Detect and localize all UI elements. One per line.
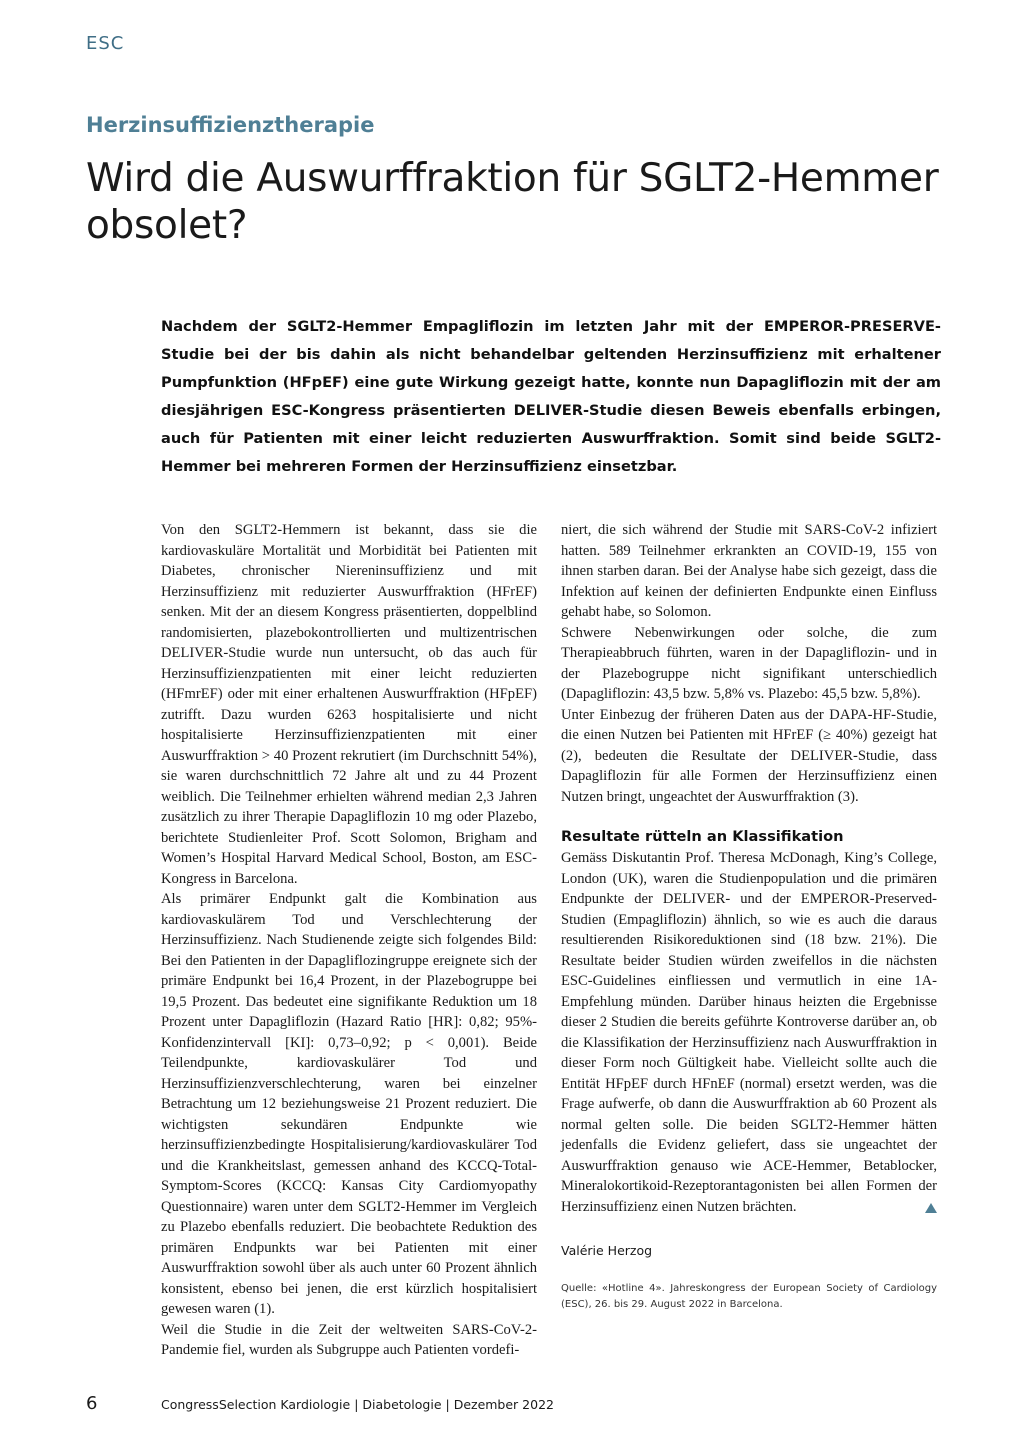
page-number: 6 <box>86 1393 98 1414</box>
source-note: Quelle: «Hotline 4». Jahreskongress der European Society of Cardiology (ESC), 26. bis 29. August 2022 in Barcelona. <box>561 1282 937 1310</box>
body-paragraph: Unter Einbezug der früheren Daten aus der DAPA-HF-Studie, die einen Nutzen bei Patienten mit HFrEF (≥ 40%) gezeigt hat (2), bedeuten die Resultate der DELIVER-Studie, dass Dapagliflozin für alle Formen der Herzinsuffizienz einen Nutzen bringt, ungeachtet der Auswurffraktion (3). <box>561 706 937 805</box>
body-paragraph-final <box>561 848 937 1217</box>
article-kicker: Herzinsuffizienztherapie <box>86 113 375 137</box>
body-paragraph: Als primärer Endpunkt galt die Kombination aus kardiovaskulärem Tod und Verschlechterung der Herzinsuffizienz. Nach Studienende zeigte sich folgendes Bild: Bei den Patienten in der Dapagliflozingruppe ereignete sich der primäre Endpunkt bei 16,4 Prozent, in der Plazebogruppe bei 19,5 Prozent. Das bedeutet eine signifikante Reduktion um 18 Prozent unter Dapagliflozin (Hazard Ratio [HR]: 0,82; 95%-Konfidenzintervall [KI]: 0,73–0,92; p < 0,001). Beide Teilendpunkte, kardiovaskulärer Tod und Herzinsuffizienzverschlechterung, waren bei einzelner Betrachtung um 12 beziehungsweise 21 Prozent reduziert. Die wichtigsten sekundären Endpunkte wie herzinsuffizienzbedingte Hospitalisierung/kardiovaskulärer Tod und die Krankheitslast, gemessen anhand des KCCQ-Total-Symptom-Scores (KCCQ: Kansas City Cardiomyopathy Questionnaire) waren unter dem SGLT2-Hemmer im Vergleich zu Plazebo ebenfalls reduziert. Die beobachtete Reduktion des primären Endpunkts war bei Patienten mit einer Auswurffraktion sowohl über als auch unter 60 Prozent ähnlich konsistent, ebenso bei jenen, die erst kürzlich hospitalisiert gewesen waren (1). <box>161 891 537 1317</box>
body-paragraph: Weil die Studie in die Zeit der weltweiten SARS-CoV-2-Pandemie fiel, wurden als Subgruppe auch Patienten vordefi- <box>161 1321 537 1358</box>
left-column <box>161 520 537 1361</box>
article-title: Wird die Auswurffraktion für SGLT2-Hemmer obsolet? <box>86 156 939 248</box>
body-paragraph: Von den SGLT2-Hemmern ist bekannt, dass sie die kardiovaskuläre Mortalität und Morbidität bei Patienten mit Diabetes, chronischer Niereninsuffizienz und mit Herzinsuffizienz mit reduzierter Auswurffraktion (HFrEF) senken. Mit der an diesem Kongress präsentierten, doppelblind randomisierten, plazebokontrollierten und multizentrischen DELIVER-Studie wurde nun untersucht, ob das auch für Herzinsuffizienzpatienten mit einer leicht reduzierten (HFmrEF) oder mit einer erhaltenen Auswurffraktion (HFpEF) zutrifft. Dazu wurden 6263 hospitalisierte und nicht hospitalisierte Herzinsuffizienzpatienten mit einer Auswurffraktion > 40 Prozent rekrutiert (im Durchschnitt 54%), sie waren durchschnittlich 72 Jahre alt und zu 44 Prozent weiblich. Die Teilnehmer erhielten während median 2,3 Jahren zusätzlich zu ihrer Therapie Dapagliflozin 10 mg oder Plazebo, berichtete Studienleiter Prof. Scott Solomon, Brigham and Women’s Hospital Harvard Medical School, Boston, am ESC-Kongress in Barcelona. <box>161 522 537 887</box>
section-tag: ESC <box>86 33 125 54</box>
author-name: Valérie Herzog <box>561 1243 653 1258</box>
body-paragraph: niert, die sich während der Studie mit SARS-CoV-2 infiziert hatten. 589 Teilnehmer erkrankten an COVID-19, 155 von ihnen starben daran. Bei der Analyse habe sich gezeigt, dass die Infektion auf keinen der definierten Endpunkte einen Einfluss gehabt habe, so Solomon. <box>561 522 937 620</box>
section-subheading: Resultate rütteln an Klassifikation <box>561 828 844 845</box>
final-paragraph-text: Gemäss Diskutantin Prof. Theresa McDonagh, King’s College, London (UK), waren die Studienpopulation und die primären Endpunkte der DELIVER- und der EMPEROR-Preserved-Studien (Empagliflozin) ähnlich, so wie es auch die daraus resultierenden Risikoreduktionen sind (18 bzw. 21%). Die Resultate beider Studien würden zweifellos in die nächsten ESC-Guidelines einfliessen und vermutlich in eine 1A-Empfehlung münden. Darüber hinaus heizten die Ergebnisse dieser 2 Studien die bereits geführte Kontroverse darüber an, ob die Klassifikation der Herzinsuffizienz nach Auswurffraktion in dieser Form noch Gültigkeit habe. Vielleicht sollte auch die Entität HFpEF durch HFnEF (normal) ersetzt werden, was die Frage aufwerfe, ob dann die Auswurffraktion ab 60 Prozent als normal gelten solle. Die beiden SGLT2-Hemmer hätten jedenfalls die Evidenz geliefert, dass sie ungeachtet der Auswurffraktion genauso wie ACE-Hemmer, Betablocker, Mineralokortikoid-Rezeptorantagonisten bei allen Formen der Herzinsuffizienz einen Nutzen brächten. <box>561 850 937 1215</box>
article-lead: Nachdem der SGLT2-Hemmer Empagliflozin im letzten Jahr mit der EMPEROR-PRESERVE-Studie bei der bis dahin als nicht behandelbar geltenden Herzinsuffizienz mit erhaltener Pumpfunktion (HFpEF) eine gute Wirkung gezeigt hatte, konnte nun Dapagliflozin mit der am diesjährigen ESC-Kongress präsentierten DELIVER-Studie diesen Beweis ebenfalls erbingen, auch für Patienten mit einer leicht reduzierten Auswurffraktion. Somit sind beide SGLT2-Hemmer bei mehreren Formen der Herzinsuffizienz einsetzbar. <box>161 318 941 475</box>
publication-footer: CongressSelection Kardiologie | Diabetologie | Dezember 2022 <box>161 1397 554 1412</box>
right-column <box>561 520 937 1313</box>
end-triangle-icon <box>925 1203 937 1213</box>
body-paragraph: Schwere Nebenwirkungen oder solche, die zum Therapieabbruch führten, waren in der Dapagliflozin- und in der Plazebogruppe nicht signifikant unterschiedlich (Dapagliflozin: 43,5 bzw. 5,8% vs. Plazebo: 45,5 bzw. 5,8%). <box>561 624 937 702</box>
